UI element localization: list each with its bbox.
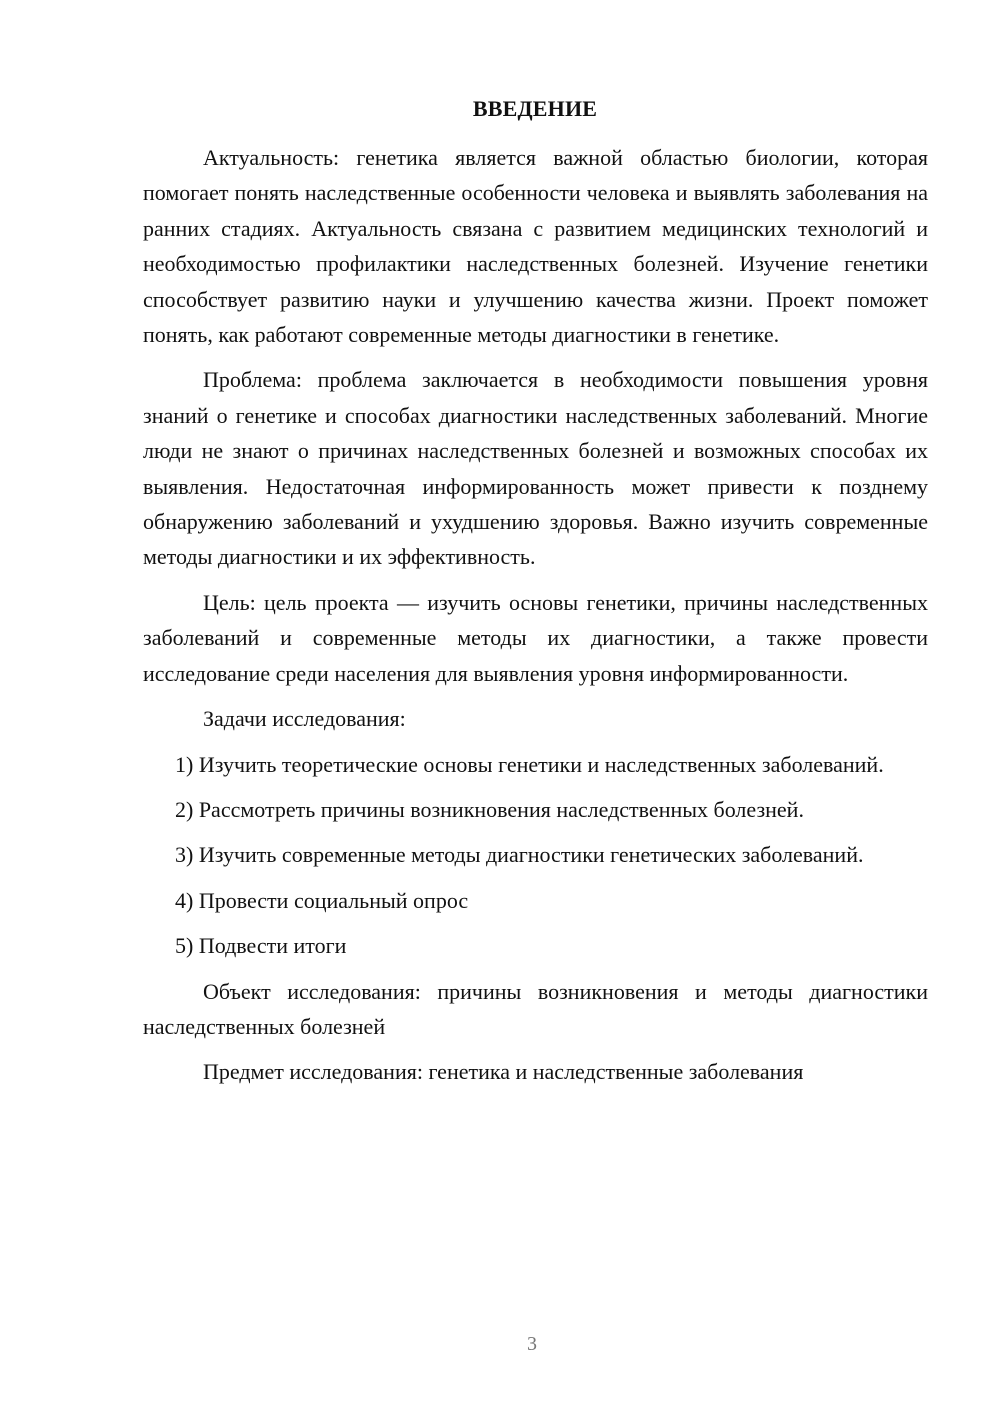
- task-item-5: 5) Подвести итоги: [175, 933, 347, 959]
- task-item-3: 3) Изучить современные методы диагностики генетических заболеваний.: [175, 842, 864, 868]
- relevance-paragraph: Актуальность: генетика является важной областью биологии, которая помогает понять наследственные особенности человека и выявлять заболевания на ранних стадиях. Актуальность связана с развитием медицинских технологий и необходимостью профилактики наследственных болезней. Изучение генетики способствует развитию науки и улучшению качества жизни. Проект поможет понять, как работают современные методы диагностики в генетике.: [143, 145, 928, 348]
- problem-paragraph: Проблема: проблема заключается в необходимости повышения уровня знаний о генетике и способах диагностики наследственных заболеваний. Многие люди не знают о причинах наследственных болезней и возможных способах их выявления. Недостаточная информированность может привести к позднему обнаружению заболеваний и ухудшению здоровья. Важно изучить современные методы диагностики и их эффективность.: [143, 367, 928, 570]
- subject-paragraph: Предмет исследования: генетика и наследственные заболевания: [203, 1059, 804, 1085]
- page-number: 3: [527, 1333, 537, 1355]
- task-item-2: 2) Рассмотреть причины возникновения наследственных болезней.: [175, 796, 804, 822]
- page-title: ВВЕДЕНИЕ: [472, 96, 598, 121]
- task-item-1: 1) Изучить теоретические основы генетики и наследственных заболеваний.: [175, 751, 884, 777]
- tasks-heading: Задачи исследования:: [203, 706, 406, 732]
- document-body: [143, 140, 928, 1100]
- goal-paragraph: Цель: цель проекта — изучить основы генетики, причины наследственных заболеваний и современные методы их диагностики, а также провести исследование среди населения для выявления уровня информированности.: [143, 589, 928, 686]
- task-item-4: 4) Провести социальный опрос: [175, 887, 469, 913]
- object-paragraph: Объект исследования: причины возникновения и методы диагностики наследственных болезней: [143, 978, 928, 1039]
